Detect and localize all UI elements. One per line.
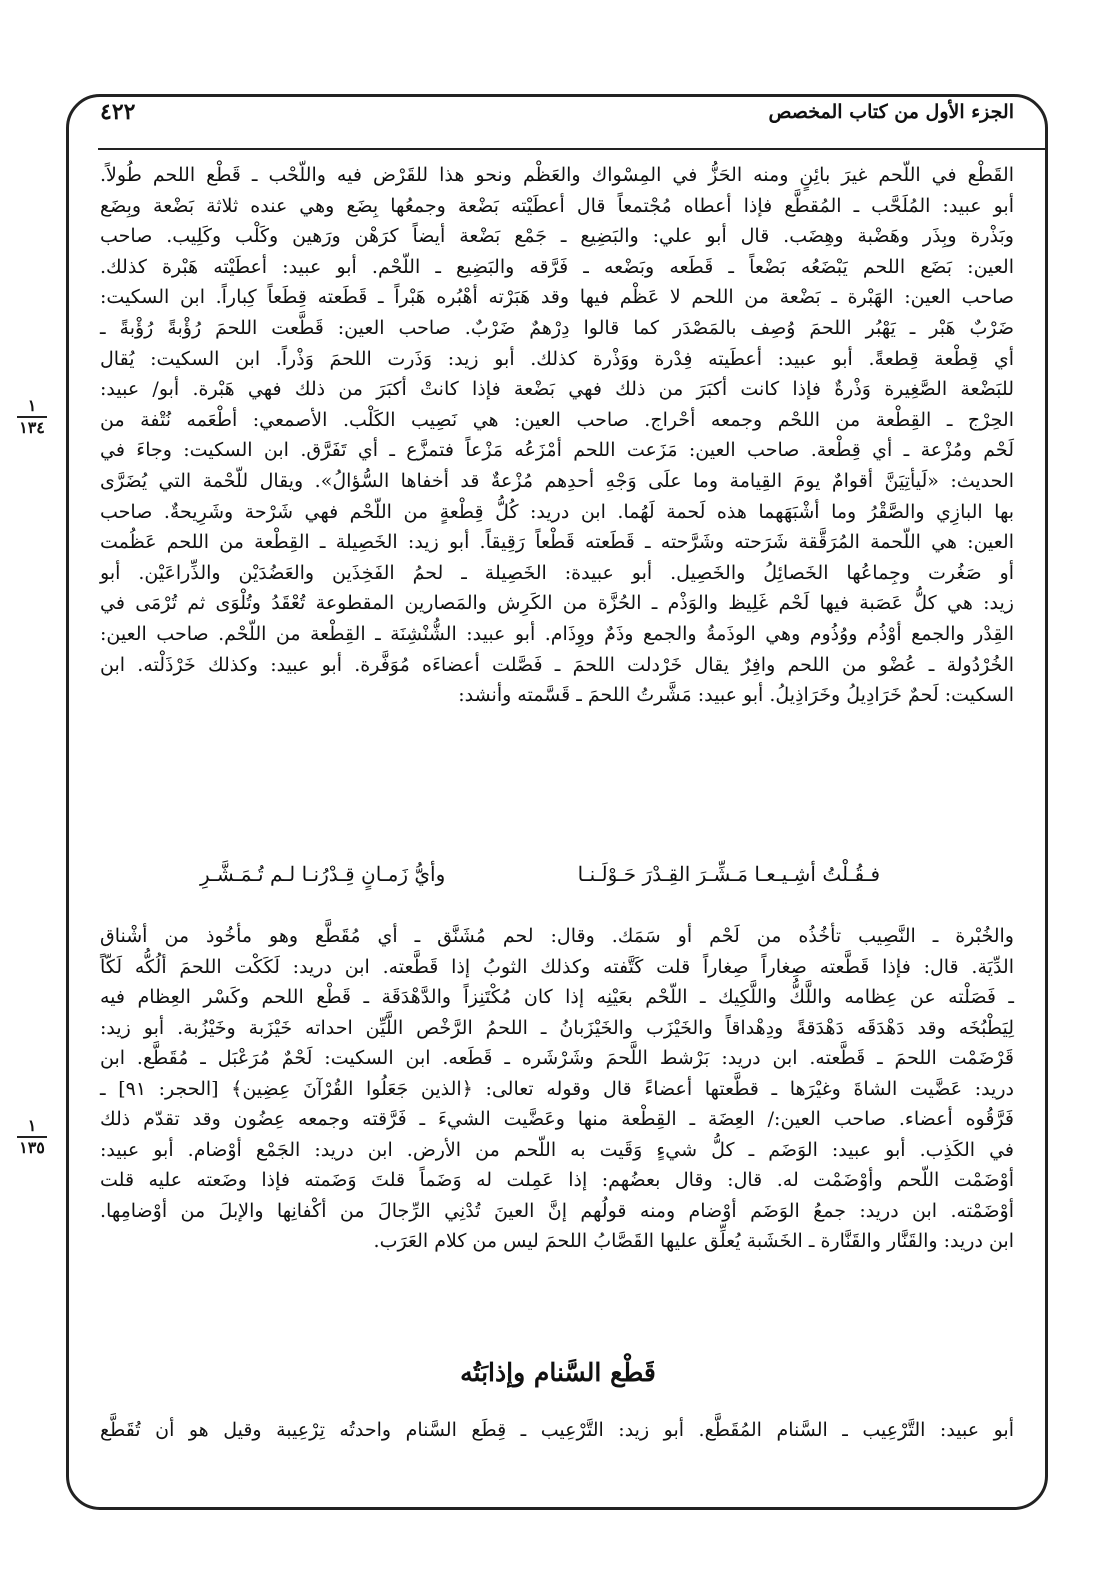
text-line: أو صَغُرت وجِماعُها الخَصائِلُ والخَصِيل. أبو عبيدة: الخَصِيلة ـ لحمُ الفَخِذَين والعَضُدَيْن والذِّراعَيْن. أبو [100,561,1014,584]
text-line: أوْضَمْت اللّحم وأوْضَمْت له. قال: وقال بعضُهم: إذا عَمِلت له وَضَماً قلتَ وَضَمته فإذا وضَعته عليه قلت [100,1169,1014,1191]
text-line: قَرْضَمْت اللحمَ ـ قَطَّعته. ابن دريد: بَرْشط اللَّحمَ وشَرْشَره ـ قَطَعه. ابن السكيت: لَحْمٌ مُرَعْبَل ـ مُقَطَّع. ابن [100,1047,1014,1069]
text-line: لَحْم ومُزْعة ـ أي قِطْعة. صاحب العين: مَزَعت اللحم أمْزَعُه مَزْعاً فتمزَّع ـ أي تَفَرَّق. ابن السكيت: وجاءَ في [100,439,1014,462]
poetry-verse [200,862,880,886]
margin-page-ref-135 [14,1118,50,1156]
margin-ref-numerator: ١ [27,1116,37,1135]
main-text-block-1 [100,160,1014,711]
text-line: والخُبْرة ـ النَّصِيب تأخُذُه من لَحْم أو سَمَك. وقال: لحم مُشَنَّق ـ أي مُقَطَّع وهو مأخُوذ من أشْناق [100,925,1014,947]
main-text-block-2 [100,921,1014,1257]
text-line: أي قِطْعة قِطعةً. أبو عبيد: أعطَيته فِدْرة ووَذْرة كذلك. أبو زيد: وَذَرت اللحمَ وَذْراً. ابن السكيت: يُقال [100,347,1014,370]
text-line: السكيت: لَحمٌ خَرَادِيلُ وخَرَاذِيلُ. أبو عبيد: مَشَّرتُ اللحمَ ـ قَسَّمته وأنشد: [458,684,1014,707]
margin-ref-denominator: ١٣٤ [19,418,45,437]
text-line: ابن دريد: والقَنَّار والقَنَّارة ـ الخَشَبة يُعلِّق عليها القَصَّابُ اللحمَ ليس من كلام العَرَب. [373,1230,1014,1252]
verse-second-hemistich: وأيُّ زَمـانٍ قِـدْرُنـا لـم تُـمَـشَّـرِ [200,862,446,886]
text-line: الحِرْج ـ القِطْعة من اللحْم وجمعه أحْراج. صاحب العين: هي نَصِيب الكَلْب. الأصمعي: أطْعَمه نُتْفة من [100,408,1014,431]
header-rule [98,148,1048,150]
text-line: في الكَذِب. أبو عبيد: الوَضَم ـ كلُّ شيءٍ وَقَيت به اللّحم من الأرض. ابن دريد: الجَمْع أوْضام. أبو عبيد: [100,1138,1014,1161]
text-line: العين: هي اللّحمة المُرَقَّقة شَرَحته وشَرَّحته ـ قَطَعته قَطْعاً رَقِيقاً. أبو زيد: الخَصِيلة ـ القِطْعة من اللحم عَظُمت [100,531,1014,554]
text-line: بها البازِي والصَّقْرُ وما أشْبَهَهما هذه لَحمة لَهُما. ابن دريد: كُلُّ قِطْعةٍ من اللّحْم فهي شَرْحة وشَرِيحةٌ. صاحب [100,500,1014,523]
text-line: القِدْر والجمع أوْذُم ووُذُوم وهي الوذَمةُ والجمع وذَمٌ ووِذَام. أبو عبيد: الشُّنْشِنَة ـ القِطْعة من اللّحْم. صاحب العين: [100,622,1014,645]
text-line: أوْضَمْته. ابن دريد: جمعُ الوَضَم أوْضام ومنه قولُهم إنَّ العينَ تُدْنِي الرِّجالَ من أكْفانِها والإبلَ من أوْضامِها. [100,1199,1014,1222]
verse-first-hemistich: فـقُـلْتُ أشِـيـعـا مَـشِّـرَ القِـدْرَ حَـوْلَـنـا [577,862,880,886]
text-line: فَرَّقُوه أعضاء. صاحب العين:/ العِضَة ـ القِطْعة منها وعَضَّيت الشيءَ ـ فَرَّقته وجمعه عِضُون وقد تقدّم ذلك [100,1108,1014,1130]
text-line: الدِّيَة. قال: فإذا قَطَّعته صِغاراً صِغاراً قلت كَتَّفته وكذلك الثوبُ إذا قَطَّعته. ابن دريد: لَكَكْت اللحمَ ألُكُّه لَكّاً [100,955,1014,978]
text-line: صاحب العين: الهَبْرة ـ بَضْعة من اللحم لا عَظْم فيها وقد هَبَرْته أهْبُره هَبْراً ـ قَطَعته قِطَعاً كِباراً. ابن السكيت: [100,286,1014,309]
margin-ref-denominator: ١٣٥ [19,1138,45,1157]
text-line: أبو عبيد: المُلَحَّب ـ المُقطَّع فإذا أعطاه مُجْتمعاً قال أعطَيْته بَضْعة وجمعُها بِضَع وهي عنده ثلاثة بَضْعة وبِضَع [100,194,1014,217]
text-line: زيد: هي كلُّ عَصَبة فيها لَحْم غَلِيظ والوَذْم ـ الحُزَّة من الكَرِش والمَصارين المقطوعة تُعْقَدُ وتُلْوَى ثم تُرْمَى في [100,592,1014,615]
section-heading: قَطْع السَّنام وإذابَتُه [460,1358,656,1387]
page-number: ٤٢٢ [100,99,136,125]
margin-ref-numerator: ١ [27,396,37,415]
text-line: لِيَطْبُخَه وقد دَهْدَقَه دَهْدَقةً ودِهْداقاً والخَيْزَب والخَيْزَبانُ ـ اللحمُ الرَّخْص اللَّيِّن احداته خَيْزَبة وخَيْزُبة. أبو زيد: [100,1016,1014,1039]
text-line: دريد: عَضَّيت الشاةَ وغيْرَها ـ قطَّعتها أعضاءً قال وقوله تعالى: ﴿الذين جَعَلُوا القُرْآنَ عِضِين﴾ [الحجر: ٩١] ـ [100,1077,1014,1100]
text-line: الخُرْدُولة ـ عُضْو من اللحم وافِرٌ يقال خَرْدلت اللحمَ ـ فَصَّلت أعضاءَه مُوَفَّرة. أبو عبيد: وكذلك خَرْذَلْته. ابن [100,653,1014,676]
running-header-title: الجزء الأول من كتاب المخصص [768,101,1014,123]
text-line: الحديث: «لَيأتِيَنَّ أقوامٌ يومَ القِيامة وما علَى وَجْهِ أحدِهم مُزْعةٌ قد أخفاها السُّؤالُ». ويقال للّحْمة التي يُضَرَّى [100,469,1014,492]
text-line: ـ فَصَلْته عن عِظامه واللَّكُّ واللَّكِيك ـ اللّحْم بعَيْنِه إذا كان مُكْتَنِزاً والدَّهْدَقَة ـ قَطْع اللحم وكَسْر العِظام فيه [100,986,1014,1008]
margin-page-ref-134 [14,398,50,436]
text-line: ضَرْبٌ هَبْر ـ يَهْبُر اللحمَ وُصِف بالمَصْدَر كما قالوا دِرْهمٌ ضَرْبٌ. صاحب العين: قَطَّعت اللحمَ رُؤْبةً رُؤْبةً ـ [100,316,1014,339]
text-line: وبَذْرة وبِذَر وهَضْبة وهِضَب. قال أبو علي: والبَضِيع ـ جَمْع بَضْعة أيضاً كرَهْن ورَهين وكَلْب وكَلِيب. صاحب [100,225,1014,248]
text-line: العين: بَضَع اللحم يَبْضَعُه بَضْعاً ـ قَطَعه وبَضْعه ـ فَرَّقه والبَضِيع ـ اللّحْم. أبو عبيد: أعطَيْته هَبْرة كذلك. [100,255,1014,278]
text-line: أبو عبيد: التَّرْعِيب ـ السَّنام المُقَطَّع. أبو زيد: التَّرْعِيب ـ قِطَع السَّنام واحدتُه تِرْعِيبة وقيل هو أن تُقَطَّع [100,1419,1014,1441]
text-line: القَطْع في اللّحم غيرَ بائِنٍ ومنه الحَزُّ في المِسْواك والعَظْم ونحو هذا للقَرْض فيه واللّحْب ـ قَطْع اللحم طُولاً. [100,164,1014,186]
text-line: للبَضْعة الصَّغِيرة وَذْرةٌ فإذا كانت أكبَرَ من ذلك فهي بَضْعة فإذا كانتْ أكبَرَ من ذلك فهي هَبْرة. أبو/ عبيد: [100,378,1014,401]
